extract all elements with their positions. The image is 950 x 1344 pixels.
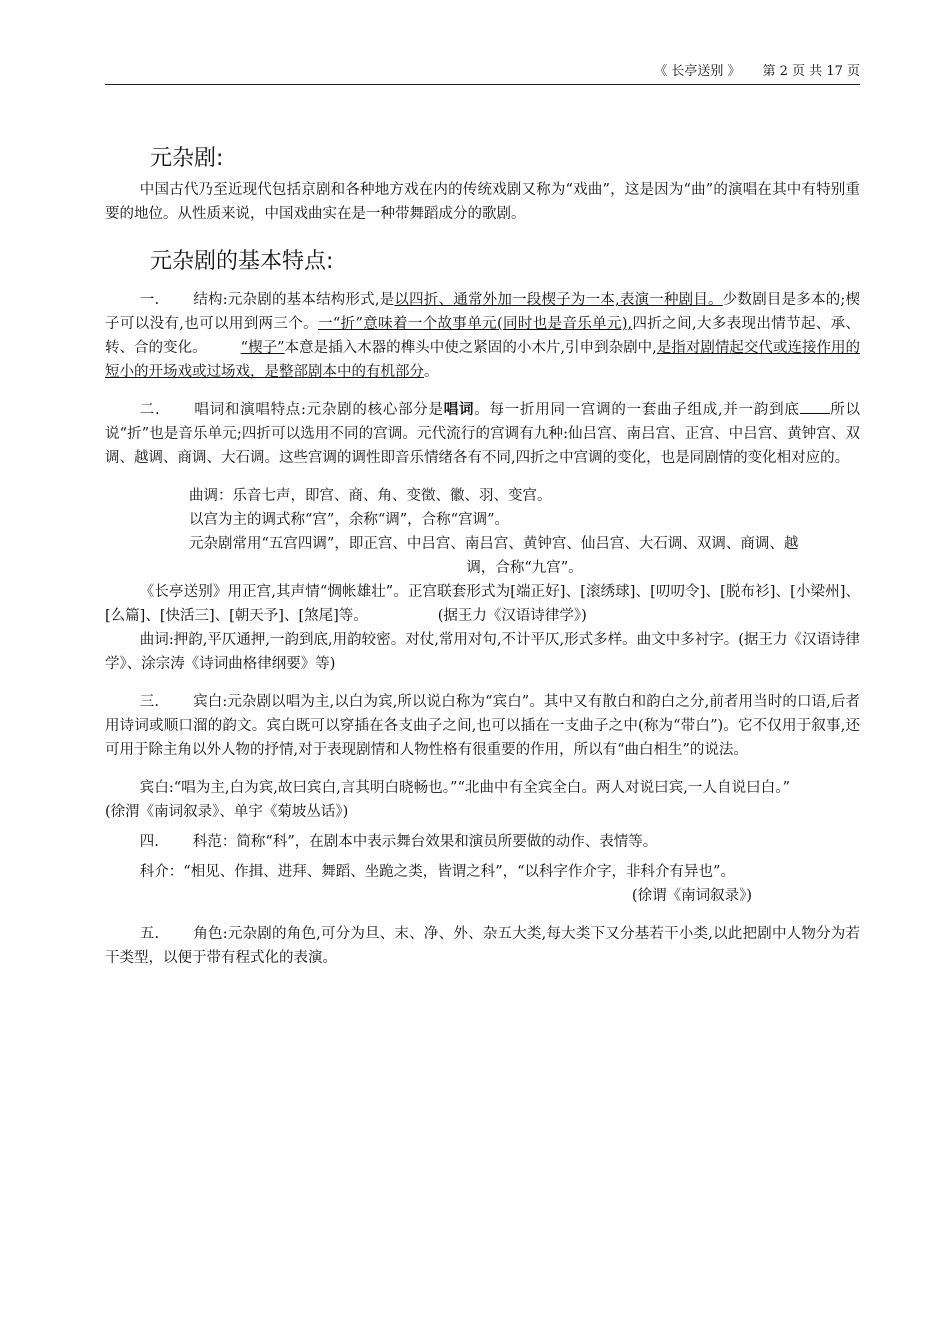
text-run: 四折之间,大多表现出情节起、承、转、合的变化。	[105, 316, 861, 356]
header-title: 《 长亭送别 》	[654, 64, 741, 79]
bold-term: 唱词	[443, 401, 475, 418]
citation: (据王力《汉语诗律学》)	[437, 608, 587, 624]
section-number: 一.	[139, 292, 160, 308]
qudiao-block	[105, 484, 860, 580]
underlined-text: 以四折、通常外加一段楔子为一本,表演一种剧目。	[394, 292, 723, 308]
text-run: 所以说“折”也是音乐单元;四折可以选用不同的宫调。元代流行的宫调有九种:仙吕宫、南吕宫、正宫、中吕宫、黄钟宫、双调、越调、商调、大石调。这些宫调的调性即音乐情绪各有不同,四折之中宫调的变化，也是同剧情的变化相对应的。	[105, 402, 861, 466]
section-kefan	[105, 830, 860, 854]
citation: (徐渭《南词叙录》、单宇《菊坡丛话》)	[105, 804, 349, 820]
section-number: 四.	[139, 834, 159, 850]
kejie-quote: 科介：“相见、作揖、进拜、舞蹈、坐跪之类，皆谓之科”，“以科字作介字，非科介有异也”。	[139, 864, 735, 880]
text-run: 结构:元杂剧的基本结构形式,是	[193, 292, 395, 308]
underlined-text: “楔子”	[240, 340, 285, 356]
heading-features: 元杂剧的基本特点:	[150, 249, 334, 274]
text-run: 少数剧目是多本的;楔子可以没有,也可以用到两三个。	[105, 292, 861, 332]
intro-paragraph: 中国古代乃至近现代包括京剧和各种地方戏在内的传统戏剧又称为“戏曲”，这是因为“曲”的演唱在其中有特别重要的地位。从性质来说，中国戏曲实在是一种带舞蹈成分的歌剧。	[105, 182, 860, 222]
qudiao-line: 以宫为主的调式称“宫”，余称“调”，合称“宫调”。	[189, 512, 509, 528]
text-run: 宾白:“唱为主,白为宾,故曰宾白,言其明白晓畅也。”“北曲中有全宾全白。两人对说曰宾,一人自说曰白。”	[139, 780, 790, 796]
underlined-text: 一“折”意味着一个故事单元(同时也是音乐单元),	[318, 316, 633, 332]
binbai-quote	[105, 776, 860, 824]
document-body	[105, 140, 860, 970]
heading-yuan-zaju: 元杂剧:	[150, 146, 224, 171]
qudiao-line: 元杂剧常用“五宫四调”，即正宫、中吕宫、南吕宫、黄钟宫、仙吕宫、大石调、双调、商调、越	[189, 536, 799, 552]
section-number: 二.	[139, 402, 160, 418]
section-roles	[105, 922, 860, 970]
text-run: 唱词和演唱特点:元杂剧的核心部分是	[193, 402, 444, 418]
section-singing	[105, 398, 860, 470]
qudiao-line: 调，合称“九宫”。	[466, 560, 583, 576]
section-structure	[105, 288, 860, 384]
section-binbai	[105, 690, 860, 762]
text-run: 。	[424, 364, 439, 380]
quci-paragraph: 曲词:押韵,平仄通押,一韵到底,用韵较密。对仗,常用对句,不计平仄,形式多样。曲文中多衬字。(据王力《汉语诗律学》、涂宗涛《诗词曲格律纲要》等)	[105, 632, 860, 672]
section-number: 五.	[139, 926, 160, 942]
changting-paragraph	[105, 580, 860, 628]
page-header	[105, 62, 860, 85]
section-number: 三.	[139, 694, 160, 710]
text-run: 。每一折用同一宫调的一套曲子组成,并一韵到底	[474, 402, 800, 418]
text-run: 本意是插入木器的榫头中使之紧固的小木片,引申到杂剧中,	[284, 340, 657, 356]
text-run: 科范：简称“科”，在剧本中表示舞台效果和演员所要做的动作、表情等。	[192, 834, 658, 850]
text-run: 《长亭送别》用正宫,其声情“惆帐雄壮”。正宫联套形式为[端正好]、[滚绣球]、[叨叨令]、[脱布衫]、[小梁州]、[么篇]、[快活三]、[朝天予]、[煞尾]等。	[105, 584, 860, 624]
fill-blank	[800, 399, 830, 414]
underlined-text: 是指对剧情起交代或连接作用的短小的开场戏或过场戏，是整部剧本中的有机部分	[105, 340, 861, 380]
text-run: 角色:元杂剧的角色,可分为旦、末、净、外、杂五大类,每大类下又分基若干小类,以此把剧中人物分为若干类型，以便于带有程式化的表演。	[105, 926, 860, 966]
header-page-number: 第 2 页 共 17 页	[762, 64, 860, 79]
qudiao-line: 曲调：乐音七声，即宫、商、角、变徵、徽、羽、变宫。	[189, 488, 552, 504]
text-run: 宾白:元杂剧以唱为主,以白为宾,所以说白称为“宾白”。其中又有散白和韵白之分,前者用当时的口语,后者用诗词或顺口溜的韵文。宾白既可以穿插在各支曲子之间,也可以插在一支曲子之中(称为“带白”)。它不仅用于叙事,还可用于除主角以外人物的抒情,对于表现剧情和人物性格有很重要的作用，所以有“曲白相生”的说法。	[105, 694, 860, 758]
citation: (徐谓《南词叙录》)	[631, 888, 752, 904]
